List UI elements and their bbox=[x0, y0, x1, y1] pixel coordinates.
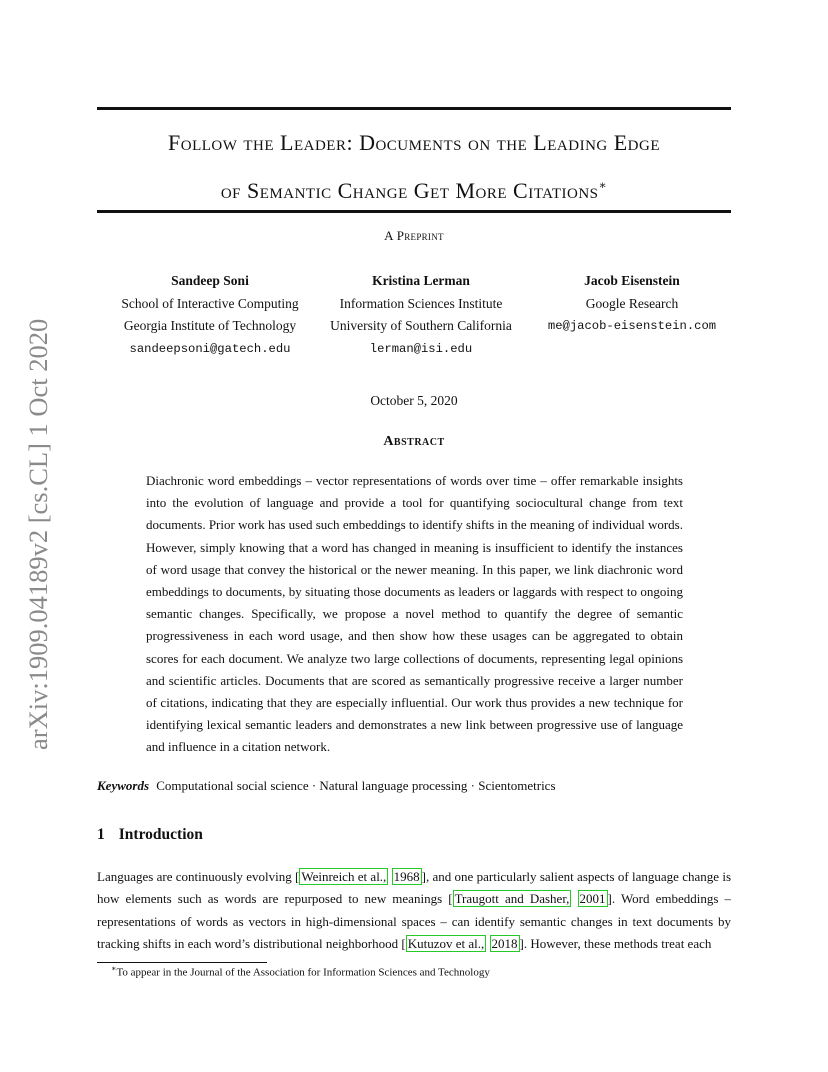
top-rule bbox=[97, 107, 731, 110]
keywords-line bbox=[97, 778, 556, 794]
citation-link[interactable]: 2018 bbox=[491, 935, 518, 951]
introduction-paragraph: Languages are continuously evolving [ Weinreich et al., 1968 ], and one particularly salient aspects of language change is how elements such as words are repurposed to new meanings [ Traugott and Dasher, 2001 ]. Word embeddings – representations of words as vectors in high-dimensional spaces – can identify semantic changes in text documents by tracking shifts in each word’s distributional neighborhood [ Kutuzov et al., 2018 ]. However, these methods treat each bbox=[97, 869, 732, 951]
paper-title bbox=[97, 122, 731, 212]
author-block-1 bbox=[95, 270, 325, 360]
author-email[interactable]: me@jacob-eisenstein.com bbox=[547, 319, 717, 333]
title-footnote-mark[interactable]: ∗ bbox=[598, 178, 608, 192]
author-email[interactable]: lerman@isi.edu bbox=[369, 341, 473, 356]
title-line-1: Follow the Leader: Documents on the Leading Edge bbox=[168, 130, 660, 155]
section-number: 1 bbox=[97, 826, 105, 843]
footnote bbox=[111, 964, 490, 979]
keywords-text: Computational social science · Natural language processing · Scientometrics bbox=[156, 778, 556, 793]
citation-link[interactable]: Traugott and Dasher, bbox=[454, 891, 570, 907]
author-name: Kristina Lerman bbox=[372, 273, 470, 288]
footnote-rule bbox=[97, 962, 267, 963]
author-block-2 bbox=[306, 270, 536, 360]
title-line-2: of Semantic Change Get More Citations∗ bbox=[220, 178, 608, 203]
arxiv-sidebar-stamp: arXiv:1909.04189v2 [cs.CL] 1 Oct 2020 bbox=[23, 318, 53, 750]
keywords-label: Keywords bbox=[97, 778, 149, 793]
title-bottom-rule bbox=[97, 210, 731, 213]
author-affiliation: Google Research bbox=[585, 295, 679, 311]
citation-link[interactable]: 2001 bbox=[579, 891, 606, 907]
section-title: Introduction bbox=[118, 826, 203, 843]
author-affiliation: School of Interactive Computing bbox=[121, 295, 299, 311]
publication-date: October 5, 2020 bbox=[370, 393, 458, 408]
citation-link[interactable]: Weinreich et al., bbox=[301, 869, 387, 884]
section-heading-introduction bbox=[97, 826, 203, 844]
preprint-label: A Preprint bbox=[384, 228, 444, 243]
abstract-heading: Abstract bbox=[383, 434, 445, 449]
author-affiliation: Information Sciences Institute bbox=[339, 295, 503, 311]
author-name: Sandeep Soni bbox=[171, 273, 249, 288]
citation-link[interactable]: Kutuzov et al., bbox=[407, 935, 485, 951]
author-affiliation: Georgia Institute of Technology bbox=[123, 318, 297, 333]
abstract-text: Diachronic word embeddings – vector representations of words over time – offer remarkable insights into the evolution of language and provide a tool for quantifying sociocultural change from text documents. Prior work has used such embeddings to identify shifts in the meaning of individual words. However, simply knowing that a word has changed in meaning is insufficient to identify the instances of word usage that convey the historical or the newer meaning. In this paper, we link diachronic word embeddings to documents, by situating those documents as leaders or laggards with respect to ongoing semantic changes. Specifically, we propose a novel method to quantify the degree of semantic progressiveness in each word usage, and then show how these usages can be aggregated to obtain scores for each document. We analyze two large collections of documents, representing legal opinions and scientific articles. Documents that are scored as semantically progressive receive a larger number of citations, indicating that they are especially influential. Our work thus provides a new technique for identifying lexical semantic leaders and demonstrates a new link between progressive use of language and influence in a citation network. bbox=[146, 473, 683, 755]
author-affiliation: University of Southern California bbox=[330, 318, 512, 333]
author-email[interactable]: sandeepsoni@gatech.edu bbox=[129, 341, 291, 356]
author-name: Jacob Eisenstein bbox=[584, 273, 680, 288]
citation-link[interactable]: 1968 bbox=[393, 869, 420, 884]
author-block-3 bbox=[517, 270, 747, 338]
footnote-text: To appear in the Journal of the Association for Information Sciences and Technology bbox=[116, 966, 490, 979]
footnote-mark: ∗ bbox=[111, 964, 117, 973]
